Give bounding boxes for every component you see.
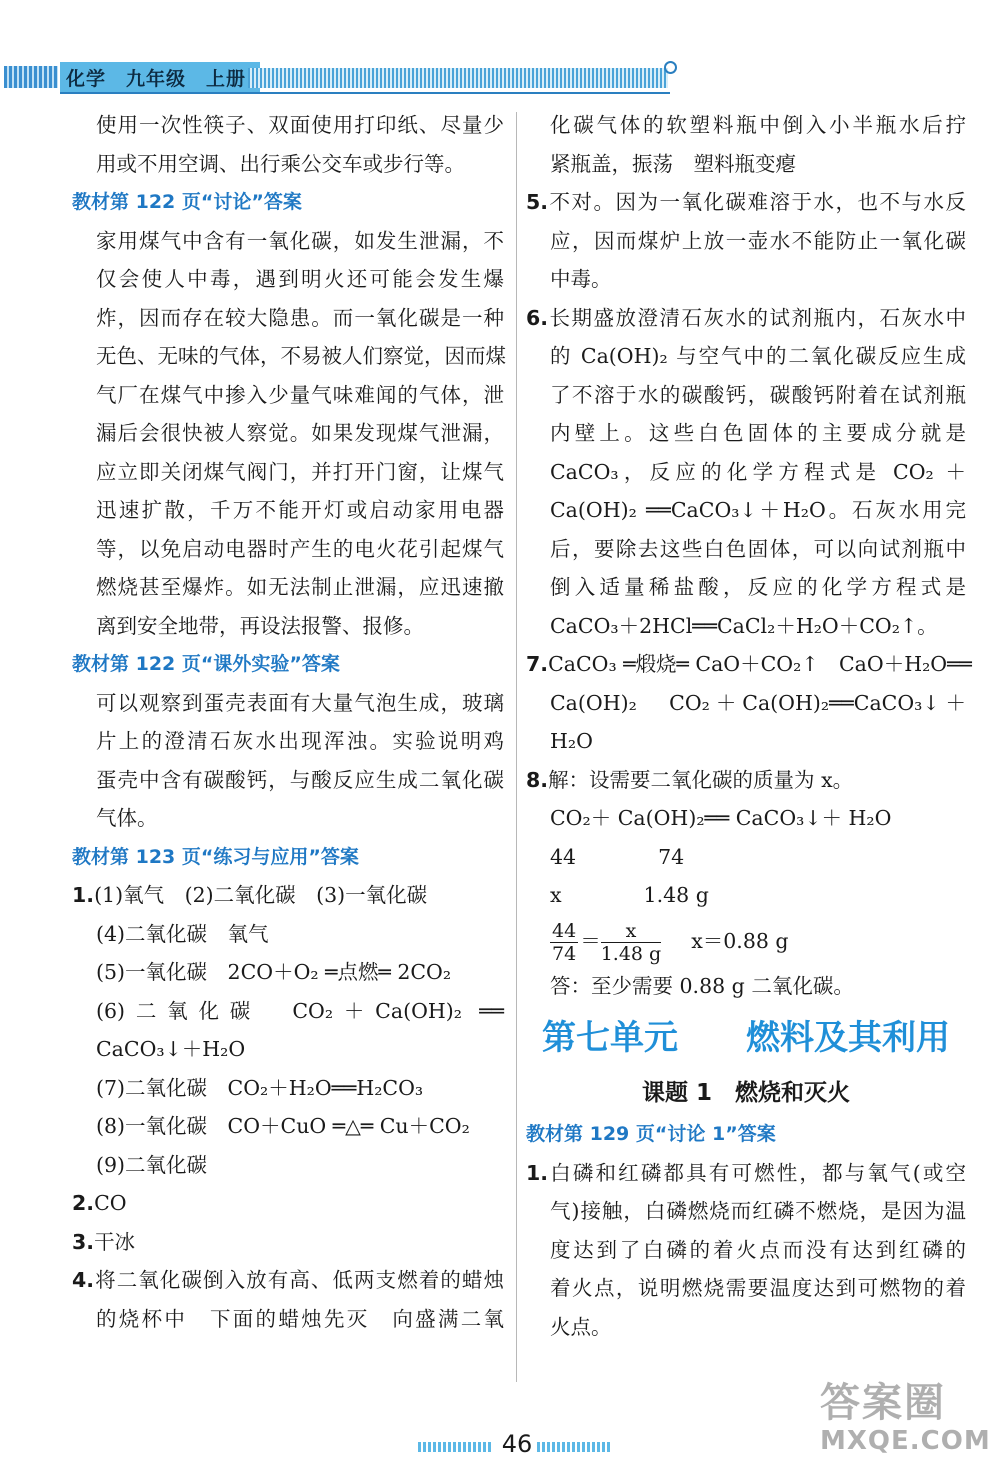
text-line: 无色、无味的气体，不易被人们察觉，因而煤 <box>96 344 506 368</box>
footer-pattern-right <box>537 1442 612 1452</box>
lesson-title: 课题 1 燃烧和灭火 <box>641 1080 850 1106</box>
watermark-text: 答案圈 <box>820 1380 946 1426</box>
text-line: 可以观察到蛋壳表面有大量气泡生成，玻璃 <box>96 690 504 715</box>
page-number: 46 <box>501 1430 533 1458</box>
text-line: CaCO₃＋2HCl══CaCl₂＋H₂O＋CO₂↑。 <box>550 613 938 638</box>
answer-number: 5. <box>526 190 549 214</box>
text-line: H₂O <box>550 729 593 753</box>
header-dot-pattern <box>4 66 58 88</box>
text-line: 等，以免启动电器时产生的电火花引起煤气 <box>96 536 504 561</box>
right-column <box>526 106 972 1346</box>
answer-number: 7. <box>526 652 549 676</box>
text-line: 用或不用空调、出行乘公交车或步行等。 <box>96 151 465 176</box>
answer-number: 8. <box>526 767 549 792</box>
text-line: 答：至少需要 0.88 g 二氧化碳。 <box>550 973 854 998</box>
text-line: 气)接触，白磷燃烧而红磷不燃烧，是因为温 <box>550 1199 966 1223</box>
text-line: (4)二氧化碳 氧气 <box>96 921 269 946</box>
text-line: (5)一氧化碳 2CO＋O₂ ═点燃═ 2CO₂ <box>96 960 452 984</box>
unit-title: 第七单元 燃料及其利用 <box>542 1018 950 1058</box>
text-line: 火点。 <box>550 1314 612 1339</box>
numbered-answer-line: 7.CaCO₃ ═煅烧═ CaO＋CO₂↑ CaO＋H₂O══ <box>526 652 972 676</box>
answer-number: 1. <box>72 883 95 907</box>
numbered-answer-line: 1.白磷和红磷都具有可燃性，都与氧气(或空 <box>526 1160 966 1185</box>
answer-number: 3. <box>72 1229 95 1254</box>
text-line: 紧瓶盖，振荡 塑料瓶变瘪 <box>550 151 796 176</box>
section-heading: 教材第 122 页“课外实验”答案 <box>72 653 340 675</box>
denominator: 74 <box>552 942 577 965</box>
fraction-right <box>601 920 662 965</box>
numbered-answer-line: 5.不对。因为一氧化碳难溶于水，也不与水反 <box>526 190 966 214</box>
text-line: 内壁上。这些白色固体的主要成分就是 <box>550 421 966 445</box>
watermark-logo <box>820 1380 996 1462</box>
text-line: 迅速扩散，千万不能开灯或启动家用电器 <box>96 498 504 522</box>
watermark-url: MXQE.COM <box>820 1426 991 1456</box>
section-heading: 教材第 122 页“讨论”答案 <box>72 191 302 213</box>
header-circle-icon <box>664 61 677 74</box>
text-line: (7)二氧化碳 CO₂＋H₂O══H₂CO₃ <box>96 1075 424 1100</box>
text-line: (8)一氧化碳 CO＋CuO ═△═ Cu＋CO₂ <box>96 1114 470 1138</box>
text-line: 化碳气体的软塑料瓶中倒入小半瓶水后拧 <box>550 113 966 137</box>
text-line: 漏后会很快被人察觉。如果发现煤气泄漏， <box>96 421 504 445</box>
text-line: x 1.48 g <box>550 883 709 907</box>
numbered-answer-line: 1.(1)氧气 (2)二氧化碳 (3)一氧化碳 <box>72 883 428 907</box>
header-stripe-pattern <box>248 68 668 88</box>
footer-pattern-left <box>418 1442 493 1452</box>
text-line: (9)二氧化碳 <box>96 1152 208 1177</box>
numbered-answer-line: 6.长期盛放澄清石灰水的试剂瓶内，石灰水中 <box>526 305 966 330</box>
answer-number: 2. <box>72 1191 95 1215</box>
answer-number: 6. <box>526 305 549 330</box>
text-line: CaCO₃↓＋H₂O <box>96 1037 246 1061</box>
fraction-left <box>550 920 578 965</box>
text-line: CaCO₃，反应的化学方程式是 CO₂ ＋ <box>550 459 966 484</box>
text-line: 气体。 <box>96 806 158 830</box>
text-line: 了不溶于水的碳酸钙，碳酸钙附着在试剂瓶 <box>550 382 966 407</box>
text-line: 炸，因而存在较大隐患。而一氧化碳是一种 <box>96 305 504 330</box>
numbered-answer-line: 2.CO <box>72 1191 127 1215</box>
text-line: 蛋壳中含有碳酸钙，与酸反应生成二氧化碳 <box>96 767 504 792</box>
text-line: 44 74 <box>550 844 685 869</box>
text-line: 使用一次性筷子、双面使用打印纸、尽量少 <box>96 113 504 137</box>
section-heading: 教材第 129 页“讨论 1”答案 <box>526 1123 776 1145</box>
text-line: Ca(OH)₂ ══CaCO₃↓＋H₂O。石灰水用完 <box>550 498 966 522</box>
answer-number: 4. <box>72 1268 95 1292</box>
text-line: 后，要除去这些白色固体，可以向试剂瓶中 <box>550 536 966 561</box>
left-column <box>72 106 504 1338</box>
text-line: 仅会使人中毒，遇到明火还可能会发生爆 <box>96 267 504 291</box>
book-title: 化学 九年级 上册 <box>66 68 247 90</box>
text-line: 家用煤气中含有一氧化碳，如发生泄漏，不 <box>96 228 504 253</box>
text-line: 气厂在煤气中掺入少量气味难闻的气体，泄 <box>96 382 504 407</box>
answer-number: 1. <box>526 1160 549 1185</box>
section-heading: 教材第 123 页“练习与应用”答案 <box>72 845 359 868</box>
text-line: 片上的澄清石灰水出现浑浊。实验说明鸡 <box>96 729 504 753</box>
text-line: 着火点，说明燃烧需要温度达到可燃物的着 <box>550 1276 966 1300</box>
text-line: 的 Ca(OH)₂ 与空气中的二氧化碳反应生成 <box>550 344 966 368</box>
numerator: x <box>601 920 662 943</box>
page-header <box>0 58 1000 98</box>
text-line: 中毒。 <box>550 267 612 291</box>
text-line: 度达到了白磷的着火点而没有达到红磷的 <box>550 1237 966 1262</box>
header-rule <box>60 92 670 94</box>
denominator: 1.48 g <box>600 942 662 965</box>
numbered-answer-line: 4.将二氧化碳倒入放有高、低两支燃着的蜡烛 <box>72 1268 504 1292</box>
numbered-answer-line: 8.解：设需要二氧化碳的质量为 x。 <box>526 767 854 792</box>
text-line: 应，因而煤炉上放一壶水不能防止一氧化碳 <box>550 228 966 253</box>
text-line: 的烧杯中 下面的蜡烛先灭 向盛满二氧 <box>96 1306 504 1331</box>
text-line: (6)二氧化碳 CO₂＋Ca(OH)₂ ══ <box>96 998 504 1023</box>
fraction-equation <box>526 915 966 967</box>
column-divider <box>516 112 517 1382</box>
equals-sign: ＝ <box>580 928 601 953</box>
text-line: Ca(OH)₂ CO₂＋Ca(OH)₂══CaCO₃↓＋ <box>550 690 966 715</box>
text-line: 燃烧甚至爆炸。如无法制止泄漏，应迅速撤 <box>96 575 504 599</box>
numerator: 44 <box>552 919 577 942</box>
text-line: CO₂＋ Ca(OH)₂══ CaCO₃↓＋ H₂O <box>550 806 892 830</box>
text-line: 应立即关闭煤气阀门，并打开门窗，让煤气 <box>96 459 504 484</box>
text-line: 离到安全地带，再设法报警、报修。 <box>96 613 424 638</box>
numbered-answer-line: 3.干冰 <box>72 1229 136 1254</box>
result: x＝0.88 g <box>691 928 789 953</box>
text-line: 倒入适量稀盐酸，反应的化学方程式是 <box>550 575 966 599</box>
